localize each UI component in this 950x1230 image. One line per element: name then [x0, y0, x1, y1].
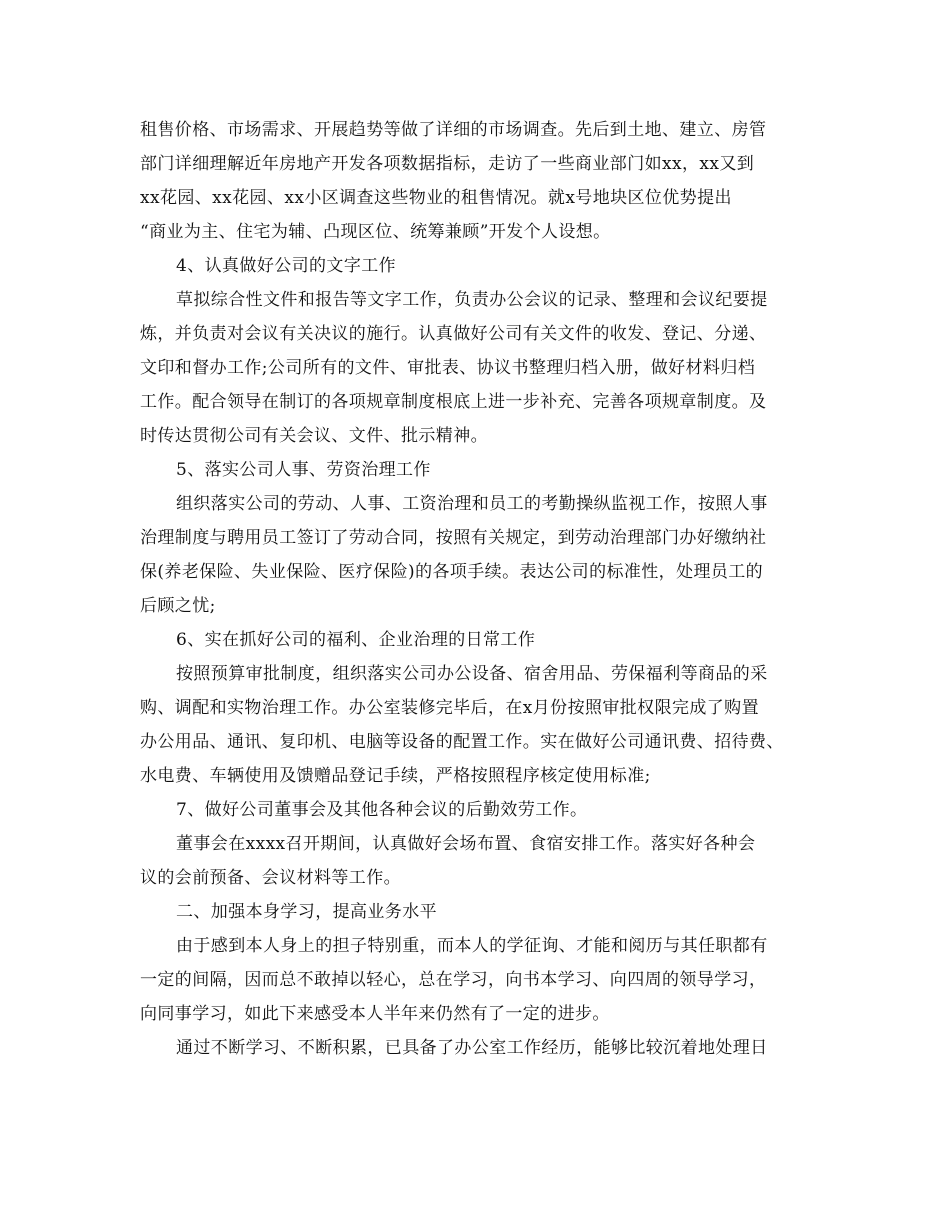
text-line: 一定的间隔，因而总不敢掉以轻心，总在学习，向书本学习、向四周的领导学习，: [140, 970, 767, 990]
text-line: 议的会前预备、会议材料等工作。: [140, 868, 401, 888]
text-line: 向同事学习，如此下来感受本人半年来仍然有了一定的进步。: [140, 1004, 610, 1024]
text-line: 时传达贯彻公司有关会议、文件、批示精神。: [140, 426, 488, 446]
text-line: 4、认真做好公司的文字工作: [176, 256, 397, 276]
text-line: 购、调配和实物治理工作。办公室装修完毕后，在x月份按照审批权限完成了购置: [140, 698, 759, 718]
text-line: 董事会在xxxx召开期间，认真做好会场布置、食宿安排工作。落实好各种会: [176, 834, 756, 854]
text-line: 办公用品、通讯、复印机、电脑等设备的配置工作。实在做好公司通讯费、招待费、: [140, 732, 784, 752]
text-line: 文印和督办工作;公司所有的文件、审批表、协议书整理归档入册，做好材料归档: [140, 358, 756, 378]
text-line: 二、加强本身学习，提高业务水平: [176, 902, 437, 922]
text-line: 组织落实公司的劳动、人事、工资治理和员工的考勤操纵监视工作，按照人事: [176, 494, 768, 514]
text-line: 6、实在抓好公司的福利、企业治理的日常工作: [176, 630, 536, 650]
text-line: 保(养老保险、失业保险、医疗保险)的各项手续。表达公司的标准性，处理员工的: [140, 562, 764, 582]
text-line: 由于感到本人身上的担子特别重，而本人的学征询、才能和阅历与其任职都有: [176, 936, 768, 956]
text-line: 工作。配合领导在制订的各项规章制度根底上进一步补充、完善各项规章制度。及: [140, 392, 767, 412]
text-line: 通过不断学习、不断积累，已具备了办公室工作经历，能够比较沉着地处理日: [176, 1038, 768, 1058]
text-line: 部门详细理解近年房地产开发各项数据指标，走访了一些商业部门如xx，xx又到: [140, 154, 755, 174]
text-line: 7、做好公司董事会及其他各种会议的后勤效劳工作。: [176, 800, 588, 820]
text-line: 按照预算审批制度，组织落实公司办公设备、宿舍用品、劳保福利等商品的采: [176, 664, 768, 684]
text-line: 租售价格、市场需求、开展趋势等做了详细的市场调查。先后到土地、建立、房管: [140, 120, 767, 140]
text-line: 治理制度与聘用员工签订了劳动合同，按照有关规定，到劳动治理部门办好缴纳社: [140, 528, 767, 548]
text-line: 水电费、车辆使用及馈赠品登记手续，严格按照程序核定使用标准;: [140, 766, 651, 786]
text-line: “商业为主、住宅为辅、凸现区位、统筹兼顾”开发个人设想。: [140, 222, 611, 242]
text-line: 后顾之忧;: [140, 596, 216, 616]
document-body: [140, 113, 820, 1065]
text-line: 5、落实公司人事、劳资治理工作: [176, 460, 431, 480]
text-line: xx花园、xx花园、xx小区调查这些物业的租售情况。就x号地块区位优势提出: [140, 188, 732, 208]
text-line: 草拟综合性文件和报告等文字工作，负责办公会议的记录、整理和会议纪要提: [176, 290, 768, 310]
text-line: 炼，并负责对会议有关决议的施行。认真做好公司有关文件的收发、登记、分递、: [140, 324, 767, 344]
